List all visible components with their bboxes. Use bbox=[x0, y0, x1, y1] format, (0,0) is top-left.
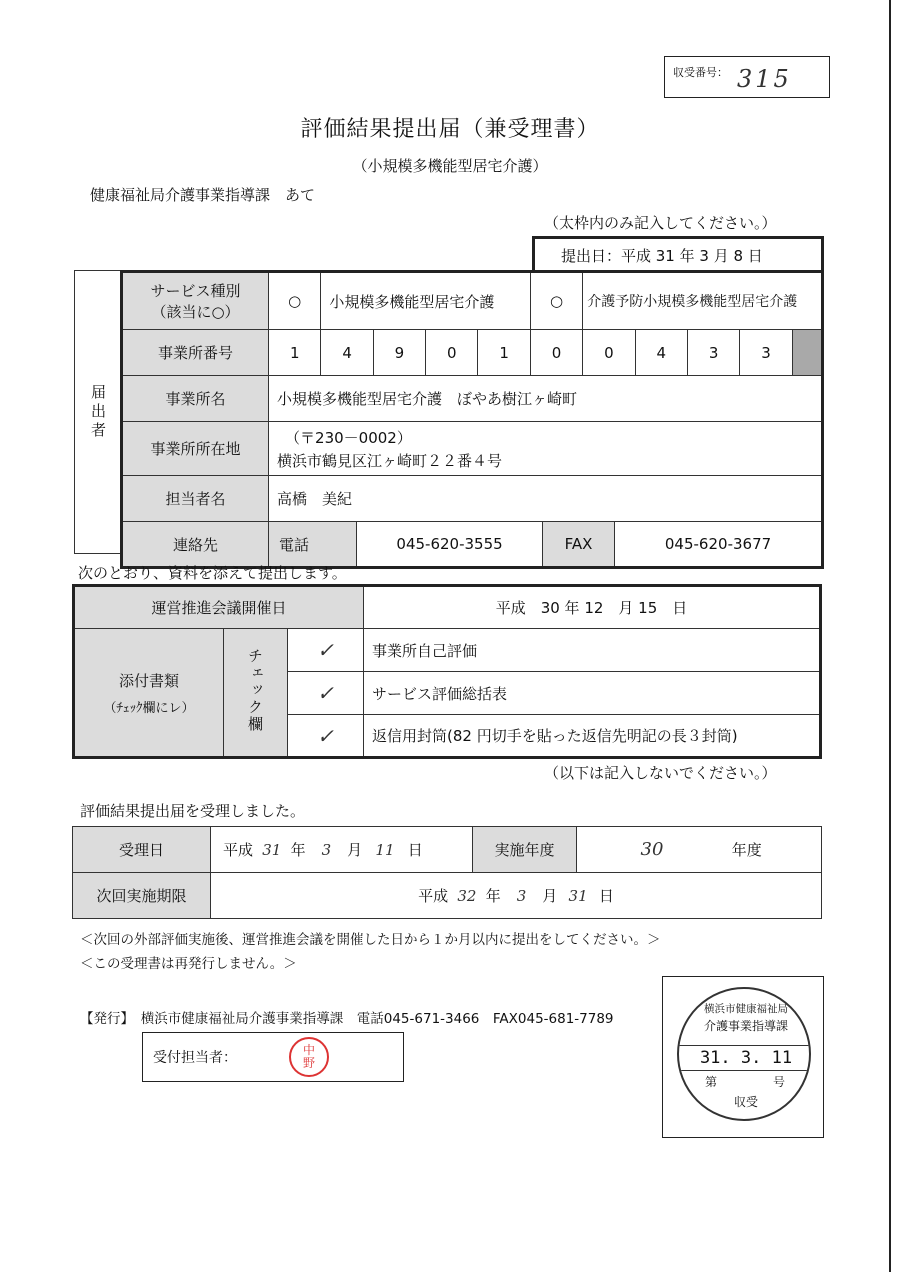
reception-staff-box bbox=[142, 1032, 404, 1082]
addressee: 健康福祉局介護事業指導課 あて bbox=[90, 186, 316, 204]
applicant-table bbox=[120, 270, 824, 569]
office-number-digit: 9 bbox=[373, 330, 425, 376]
next-deadline-label: 次回実施期限 bbox=[73, 873, 211, 919]
received-era: 平成 bbox=[223, 841, 254, 859]
received-year: 31 bbox=[262, 841, 282, 859]
stamp-go: 号 bbox=[773, 1075, 786, 1089]
fill-instruction: （太枠内のみ記入してください。） bbox=[544, 214, 777, 232]
note-next-submission: ＜次回の外部評価実施後、運営推進会議を開催した日から１か月以内に提出をしてください。＞ bbox=[80, 932, 661, 948]
contact-label: 連絡先 bbox=[122, 522, 269, 568]
no-fill-instruction: （以下は記入しないでください。） bbox=[544, 764, 777, 782]
submission-date bbox=[532, 236, 824, 272]
office-number-row bbox=[122, 330, 823, 376]
received-year-unit: 年 bbox=[290, 841, 306, 859]
next-deadline-day-unit: 日 bbox=[598, 887, 614, 905]
office-number-digit: 4 bbox=[321, 330, 373, 376]
received-month: 3 bbox=[321, 841, 332, 859]
contact-row bbox=[122, 522, 823, 568]
stamp-received: 収受 bbox=[733, 1095, 758, 1109]
next-deadline-day: 31 bbox=[568, 887, 588, 905]
meeting-date-value: 平成 30 年 12 月 15 日 bbox=[364, 586, 821, 629]
office-number-digit: 3 bbox=[740, 330, 792, 376]
office-address-label: 事業所所在地 bbox=[122, 422, 269, 476]
accepted-statement: 評価結果提出届を受理しました。 bbox=[80, 802, 306, 820]
office-address-cell bbox=[269, 422, 823, 476]
receipt-number-label: 収受番号： bbox=[673, 66, 728, 79]
office-use-table bbox=[72, 826, 822, 919]
office-number-digit: 0 bbox=[530, 330, 582, 376]
office-name-row bbox=[122, 376, 823, 422]
service-type-label-line1: サービス種別 bbox=[150, 282, 241, 300]
service-mark-1: ○ bbox=[269, 272, 321, 330]
next-deadline-year: 32 bbox=[457, 887, 477, 905]
stamp-division: 介護事業指導課 bbox=[703, 1019, 788, 1033]
tel-value: 045-620-3555 bbox=[357, 522, 543, 566]
check-mark: ✓ bbox=[288, 672, 364, 715]
service-name-2: 介護予防小規模多機能型居宅介護 bbox=[583, 272, 823, 330]
check-column-label-text: チェック欄 bbox=[246, 648, 264, 733]
attachment-label bbox=[74, 629, 224, 758]
received-day: 11 bbox=[375, 841, 395, 859]
received-day-unit: 日 bbox=[407, 841, 423, 859]
implementation-year-cell bbox=[577, 827, 822, 873]
tel-label: 電話 bbox=[269, 522, 357, 566]
person-row bbox=[122, 476, 823, 522]
office-number-digit: 3 bbox=[687, 330, 739, 376]
office-address-value: 横浜市鶴見区江ヶ崎町２２番４号 bbox=[277, 451, 503, 470]
check-column-label bbox=[224, 629, 288, 758]
submission-date-text: 提出日：平成 31 年 3 月 8 日 bbox=[561, 247, 763, 265]
stamp-date: 31. 3. 11 bbox=[679, 1045, 811, 1071]
contact-cell bbox=[269, 522, 823, 568]
office-name-label: 事業所名 bbox=[122, 376, 269, 422]
service-mark-2: ○ bbox=[530, 272, 582, 330]
check-mark: ✓ bbox=[288, 629, 364, 672]
service-name-1: 小規模多機能型居宅介護 bbox=[321, 272, 530, 330]
attachment-item: サービス評価総括表 bbox=[364, 672, 821, 715]
check-mark: ✓ bbox=[288, 715, 364, 758]
service-type-label-line2: （該当に○） bbox=[151, 303, 240, 321]
fax-label: FAX bbox=[543, 522, 615, 566]
note-no-reissue: ＜この受理書は再発行しません。＞ bbox=[80, 956, 297, 972]
received-date-value bbox=[211, 827, 473, 873]
implementation-year-label: 実施年度 bbox=[473, 827, 577, 873]
page-edge-line bbox=[889, 0, 891, 1272]
personal-seal-stamp bbox=[289, 1037, 329, 1077]
applicant-side-label-text: 届出者 bbox=[89, 383, 107, 441]
reception-stamp-frame bbox=[662, 976, 824, 1138]
service-type-row bbox=[122, 272, 823, 330]
office-number-digit: 1 bbox=[269, 330, 321, 376]
document-subtitle: （小規模多機能型居宅介護） bbox=[352, 157, 548, 175]
personal-seal-bottom: 野 bbox=[302, 1056, 315, 1070]
applicant-side-label bbox=[74, 270, 122, 554]
attachment-item: 事業所自己評価 bbox=[364, 629, 821, 672]
next-deadline-era: 平成 bbox=[418, 887, 449, 905]
attachment-label-line1: 添付書類 bbox=[118, 671, 179, 690]
next-deadline-year-unit: 年 bbox=[485, 887, 501, 905]
office-number-digit: 0 bbox=[583, 330, 635, 376]
received-month-unit: 月 bbox=[347, 841, 363, 859]
next-deadline-month: 3 bbox=[516, 887, 527, 905]
next-deadline-value bbox=[211, 873, 822, 919]
person-label: 担当者名 bbox=[122, 476, 269, 522]
issuer-line: 【発行】 横浜市健康福祉局介護事業指導課 電話045-671-3466 FAX045-681-7789 bbox=[80, 1011, 614, 1027]
meeting-date-label: 運営推進会議開催日 bbox=[74, 586, 364, 629]
fax-value: 045-620-3677 bbox=[664, 535, 772, 553]
next-deadline-row bbox=[73, 873, 822, 919]
reception-date-stamp bbox=[677, 987, 811, 1121]
receipt-number-box bbox=[664, 56, 830, 98]
service-type-label bbox=[122, 272, 269, 330]
office-name-value: 小規模多機能型居宅介護 ぼやあ樹江ヶ崎町 bbox=[269, 376, 823, 422]
stamp-dai: 第 bbox=[705, 1075, 718, 1089]
documents-table bbox=[72, 584, 822, 759]
reception-staff-label: 受付担当者： bbox=[153, 1050, 237, 1066]
stamp-office: 横浜市健康福祉局 bbox=[704, 1003, 788, 1015]
received-date-label: 受理日 bbox=[73, 827, 211, 873]
meeting-row bbox=[74, 586, 821, 629]
submit-statement: 次のとおり、資料を添えて提出します。 bbox=[78, 564, 347, 582]
attachment-row bbox=[74, 629, 821, 672]
personal-seal-top: 中 bbox=[302, 1043, 315, 1057]
attachment-item: 返信用封筒(82 円切手を貼った返信先明記の長３封筒) bbox=[364, 715, 821, 758]
implementation-year-value: 30 bbox=[640, 839, 664, 860]
office-number-filler bbox=[792, 330, 822, 376]
office-number-digit: 0 bbox=[426, 330, 478, 376]
document-title: 評価結果提出届（兼受理書） bbox=[300, 117, 600, 142]
person-value: 高橋 美紀 bbox=[269, 476, 823, 522]
implementation-year-unit: 年度 bbox=[731, 841, 762, 859]
received-row bbox=[73, 827, 822, 873]
office-number-digit: 4 bbox=[635, 330, 687, 376]
office-number-digit: 1 bbox=[478, 330, 530, 376]
office-number-label: 事業所番号 bbox=[122, 330, 269, 376]
next-deadline-month-unit: 月 bbox=[542, 887, 558, 905]
attachment-label-line2: （ﾁｪｯｸ欄にレ） bbox=[103, 700, 195, 716]
office-postal-code: （〒230－0002） bbox=[285, 428, 412, 447]
office-address-row bbox=[122, 422, 823, 476]
receipt-number-value: 315 bbox=[737, 65, 792, 93]
